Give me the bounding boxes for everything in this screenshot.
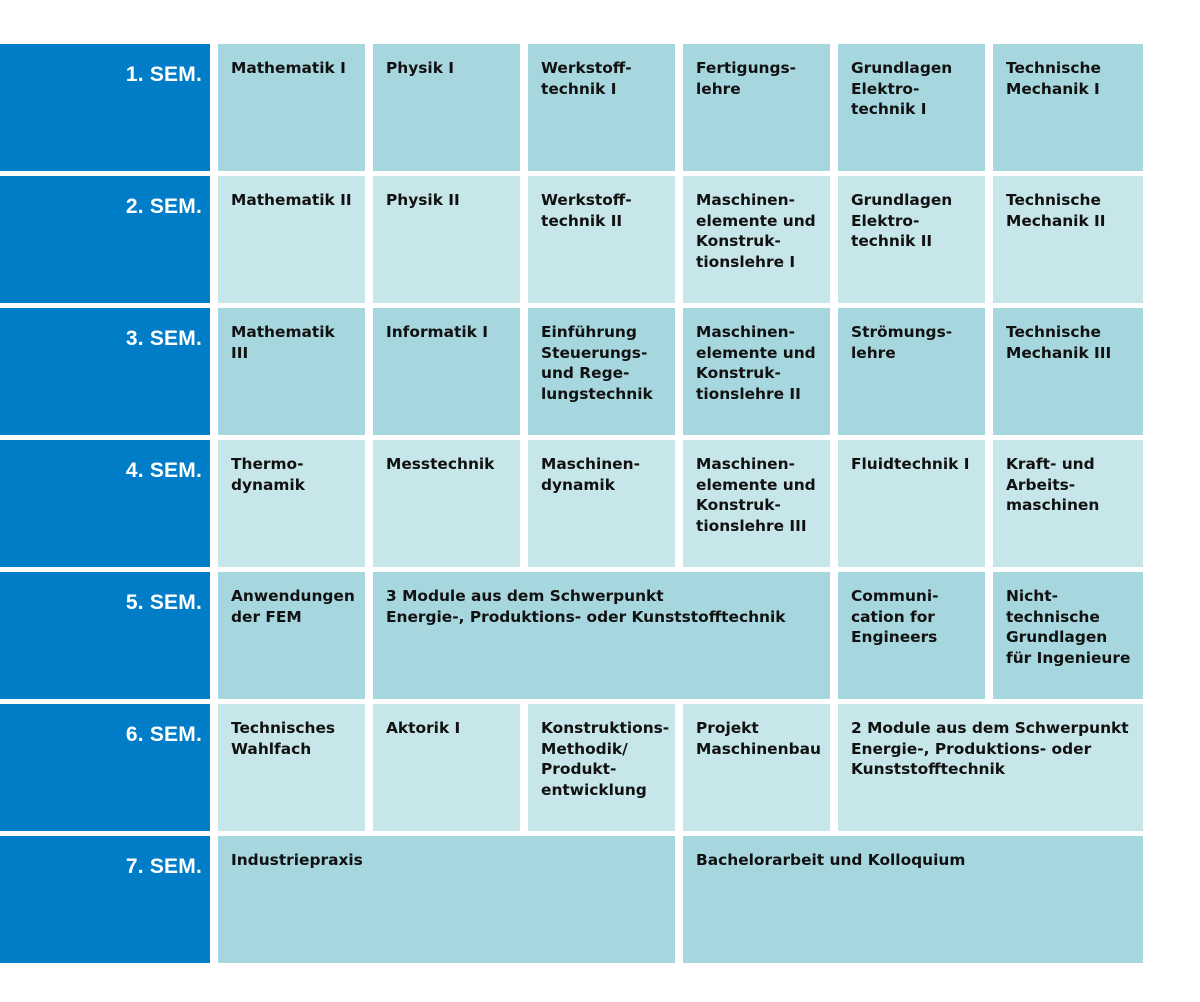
semester-label-text: 5. SEM. [125, 591, 202, 614]
semester-label-text: 1. SEM. [125, 63, 202, 86]
module-cell: Thermo- dynamik [218, 440, 365, 567]
module-cell-wide: Industriepraxis [218, 836, 675, 963]
module-cell: Maschinen- elemente und Konstruk- tionslehre I [683, 176, 830, 303]
module-cell: Technische Mechanik I [993, 44, 1143, 171]
module-cell: Grundlagen Elektro- technik II [838, 176, 985, 303]
module-cell: Technisches Wahlfach [218, 704, 365, 831]
module-cell: Strömungs- lehre [838, 308, 985, 435]
module-cell-wide: Bachelorarbeit und Kolloquium [683, 836, 1143, 963]
semester-label-5 [0, 572, 210, 699]
semester-label-text: 2. SEM. [125, 195, 202, 218]
module-cell: Physik I [373, 44, 520, 171]
module-cell: Grundlagen Elektro- technik I [838, 44, 985, 171]
module-cell: Werkstoff- technik II [528, 176, 675, 303]
semester-label-2 [0, 176, 210, 303]
module-cell: Mathematik I [218, 44, 365, 171]
semester-label-6 [0, 704, 210, 831]
module-cell: Informatik I [373, 308, 520, 435]
module-cell: Maschinen- elemente und Konstruk- tionslehre III [683, 440, 830, 567]
module-cell: Kraft- und Arbeits- maschinen [993, 440, 1143, 567]
semester-label-text: 4. SEM. [125, 459, 202, 482]
module-cell: Nicht- technische Grundlagen für Ingenieure [993, 572, 1143, 699]
module-cell: Aktorik I [373, 704, 520, 831]
module-cell: Mathematik III [218, 308, 365, 435]
semester-label-text: 7. SEM. [125, 855, 202, 878]
module-cell: Maschinen- dynamik [528, 440, 675, 567]
module-cell: Mathematik II [218, 176, 365, 303]
module-cell: Einführung Steuerungs- und Rege- lungstechnik [528, 308, 675, 435]
semester-label-text: 6. SEM. [125, 723, 202, 746]
module-cell: Technische Mechanik II [993, 176, 1143, 303]
module-cell: Werkstoff- technik I [528, 44, 675, 171]
module-cell: Maschinen- elemente und Konstruk- tionslehre II [683, 308, 830, 435]
semester-label-4 [0, 440, 210, 567]
module-cell: Communi- cation for Engineers [838, 572, 985, 699]
curriculum-grid [0, 44, 1143, 965]
semester-label-1 [0, 44, 210, 171]
module-cell: Projekt Maschinenbau [683, 704, 830, 831]
module-cell: Fertigungs- lehre [683, 44, 830, 171]
module-cell-wide: 3 Module aus dem Schwerpunkt Energie-, Produktions- oder Kunststofftechnik [373, 572, 830, 699]
semester-label-7 [0, 836, 210, 963]
module-cell: Anwendungen der FEM [218, 572, 365, 699]
module-cell: Messtechnik [373, 440, 520, 567]
semester-label-text: 3. SEM. [125, 327, 202, 350]
module-cell: Konstruktions- Methodik/ Produkt- entwicklung [528, 704, 675, 831]
module-cell: Technische Mechanik III [993, 308, 1143, 435]
module-cell: Fluidtechnik I [838, 440, 985, 567]
module-cell-wide: 2 Module aus dem Schwerpunkt Energie-, Produktions- oder Kunststofftechnik [838, 704, 1143, 831]
semester-label-3 [0, 308, 210, 435]
module-cell: Physik II [373, 176, 520, 303]
